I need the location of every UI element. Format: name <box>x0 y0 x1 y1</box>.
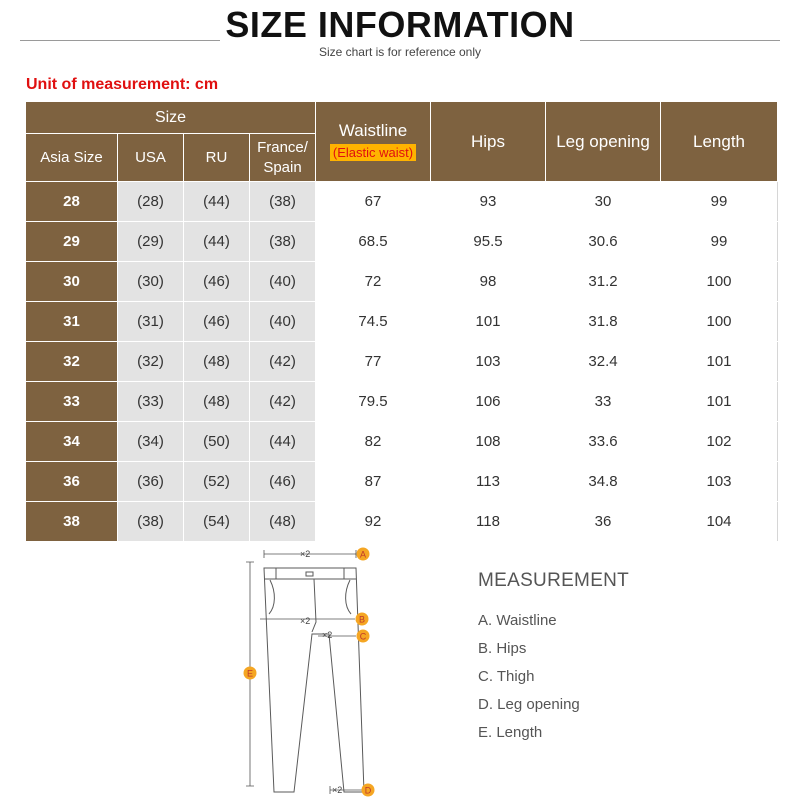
leg-opening-cell: 30.6 <box>546 222 661 262</box>
ru-size-cell: (50) <box>184 422 250 462</box>
ru-size-cell: (44) <box>184 182 250 222</box>
waistline-label: Waistline <box>338 121 408 140</box>
table-row <box>26 222 778 262</box>
page-subtitle: Size chart is for reference only <box>318 45 482 59</box>
usa-size-cell: (33) <box>118 382 184 422</box>
length-cell: 104 <box>661 502 778 542</box>
marker-c-letter: C <box>359 631 367 642</box>
waistline-header <box>316 102 431 182</box>
usa-header: USA <box>118 134 184 182</box>
leg-opening-cell: 30 <box>546 182 661 222</box>
hips-cell: 101 <box>431 302 546 342</box>
marker-d <box>362 784 375 797</box>
france-spain-size-cell: (42) <box>250 342 316 382</box>
table-row <box>26 262 778 302</box>
marker-e <box>244 667 257 680</box>
ru-size-cell: (54) <box>184 502 250 542</box>
marker-d-letter: D <box>364 785 372 796</box>
ru-size-cell: (46) <box>184 302 250 342</box>
leg-opening-header: Leg opening <box>546 102 661 182</box>
hips-cell: 103 <box>431 342 546 382</box>
length-cell: 99 <box>661 222 778 262</box>
hips-header: Hips <box>431 102 546 182</box>
hips-cell: 95.5 <box>431 222 546 262</box>
marker-a-letter: A <box>359 549 367 560</box>
elastic-waist-badge: (Elastic waist) <box>330 144 416 161</box>
title-banner <box>0 0 800 64</box>
usa-size-cell: (32) <box>118 342 184 382</box>
ru-size-cell: (46) <box>184 262 250 302</box>
measurement-legend <box>478 612 580 752</box>
asia-size-cell: 32 <box>26 342 118 382</box>
france-spain-size-cell: (40) <box>250 302 316 342</box>
table-row <box>26 462 778 502</box>
length-cell: 101 <box>661 382 778 422</box>
france-spain-size-cell: (44) <box>250 422 316 462</box>
marker-e-letter: E <box>246 668 254 679</box>
table-row <box>26 422 778 462</box>
asia-size-cell: 33 <box>26 382 118 422</box>
legend-item-length: E. Length <box>478 724 543 741</box>
waistline-cell: 77 <box>316 342 431 382</box>
pocket-left <box>269 580 274 614</box>
usa-size-cell: (28) <box>118 182 184 222</box>
hips-cell: 98 <box>431 262 546 302</box>
usa-size-cell: (34) <box>118 422 184 462</box>
waistline-cell: 87 <box>316 462 431 502</box>
ru-size-cell: (52) <box>184 462 250 502</box>
hips-cell: 108 <box>431 422 546 462</box>
length-header: Length <box>661 102 778 182</box>
hips-cell: 118 <box>431 502 546 542</box>
waistline-cell: 82 <box>316 422 431 462</box>
leg-opening-cell: 36 <box>546 502 661 542</box>
length-cell: 102 <box>661 422 778 462</box>
length-cell: 100 <box>661 302 778 342</box>
title-rule-right <box>580 40 780 41</box>
marker-a <box>357 548 370 561</box>
leg-opening-cell: 33 <box>546 382 661 422</box>
size-table <box>25 101 778 542</box>
usa-size-cell: (38) <box>118 502 184 542</box>
waistline-cell: 72 <box>316 262 431 302</box>
usa-size-cell: (29) <box>118 222 184 262</box>
asia-size-cell: 28 <box>26 182 118 222</box>
table-row <box>26 302 778 342</box>
france-spain-size-cell: (38) <box>250 182 316 222</box>
thigh-times-label: ×2 <box>322 630 333 640</box>
pants-outline <box>264 568 364 792</box>
leg-opening-cell: 31.2 <box>546 262 661 302</box>
hips-cell: 106 <box>431 382 546 422</box>
table-row <box>26 502 778 542</box>
size-group-header: Size <box>26 102 316 134</box>
table-row <box>26 342 778 382</box>
leg-times-label: ×2 <box>332 785 343 795</box>
france-spain-header: France/ Spain <box>250 134 316 182</box>
asia-size-cell: 29 <box>26 222 118 262</box>
waistline-cell: 74.5 <box>316 302 431 342</box>
marker-c <box>357 630 370 643</box>
waistline-cell: 67 <box>316 182 431 222</box>
ru-size-cell: (48) <box>184 382 250 422</box>
france-spain-size-cell: (46) <box>250 462 316 502</box>
asia-size-cell: 30 <box>26 262 118 302</box>
usa-size-cell: (31) <box>118 302 184 342</box>
legend-item-waistline: A. Waistline <box>478 612 557 629</box>
page-title: SIZE INFORMATION <box>225 4 575 45</box>
asia-size-cell: 36 <box>26 462 118 502</box>
asia-size-header: Asia Size <box>26 134 118 182</box>
legend-item-leg-opening: D. Leg opening <box>478 696 580 713</box>
hips-cell: 93 <box>431 182 546 222</box>
marker-b-letter: B <box>358 614 366 625</box>
ru-header: RU <box>184 134 250 182</box>
length-cell: 99 <box>661 182 778 222</box>
table-row <box>26 182 778 222</box>
ru-size-cell: (44) <box>184 222 250 262</box>
asia-size-cell: 38 <box>26 502 118 542</box>
france-spain-size-cell: (40) <box>250 262 316 302</box>
usa-size-cell: (30) <box>118 262 184 302</box>
leg-opening-cell: 33.6 <box>546 422 661 462</box>
asia-size-cell: 31 <box>26 302 118 342</box>
france-spain-size-cell: (42) <box>250 382 316 422</box>
waistline-cell: 92 <box>316 502 431 542</box>
measurement-title: MEASUREMENT <box>478 570 630 591</box>
length-cell: 100 <box>661 262 778 302</box>
leg-opening-cell: 31.8 <box>546 302 661 342</box>
waistline-cell: 79.5 <box>316 382 431 422</box>
leg-opening-cell: 32.4 <box>546 342 661 382</box>
length-cell: 101 <box>661 342 778 382</box>
usa-size-cell: (36) <box>118 462 184 502</box>
ru-size-cell: (48) <box>184 342 250 382</box>
legend-item-thigh: C. Thigh <box>478 668 535 685</box>
pocket-right <box>346 580 351 614</box>
hips-cell: 113 <box>431 462 546 502</box>
length-cell: 103 <box>661 462 778 502</box>
france-spain-size-cell: (38) <box>250 222 316 262</box>
hips-times-label: ×2 <box>300 616 311 626</box>
table-row <box>26 382 778 422</box>
leg-opening-cell: 34.8 <box>546 462 661 502</box>
france-spain-size-cell: (48) <box>250 502 316 542</box>
waist-times-label: ×2 <box>300 549 311 559</box>
button-rect <box>306 572 313 576</box>
waistline-cell: 68.5 <box>316 222 431 262</box>
legend-item-hips: B. Hips <box>478 640 527 657</box>
unit-label: Unit of measurement: cm <box>26 76 219 93</box>
marker-b <box>356 613 369 626</box>
pants-diagram <box>236 542 386 800</box>
fly-line <box>312 579 316 632</box>
asia-size-cell: 34 <box>26 422 118 462</box>
